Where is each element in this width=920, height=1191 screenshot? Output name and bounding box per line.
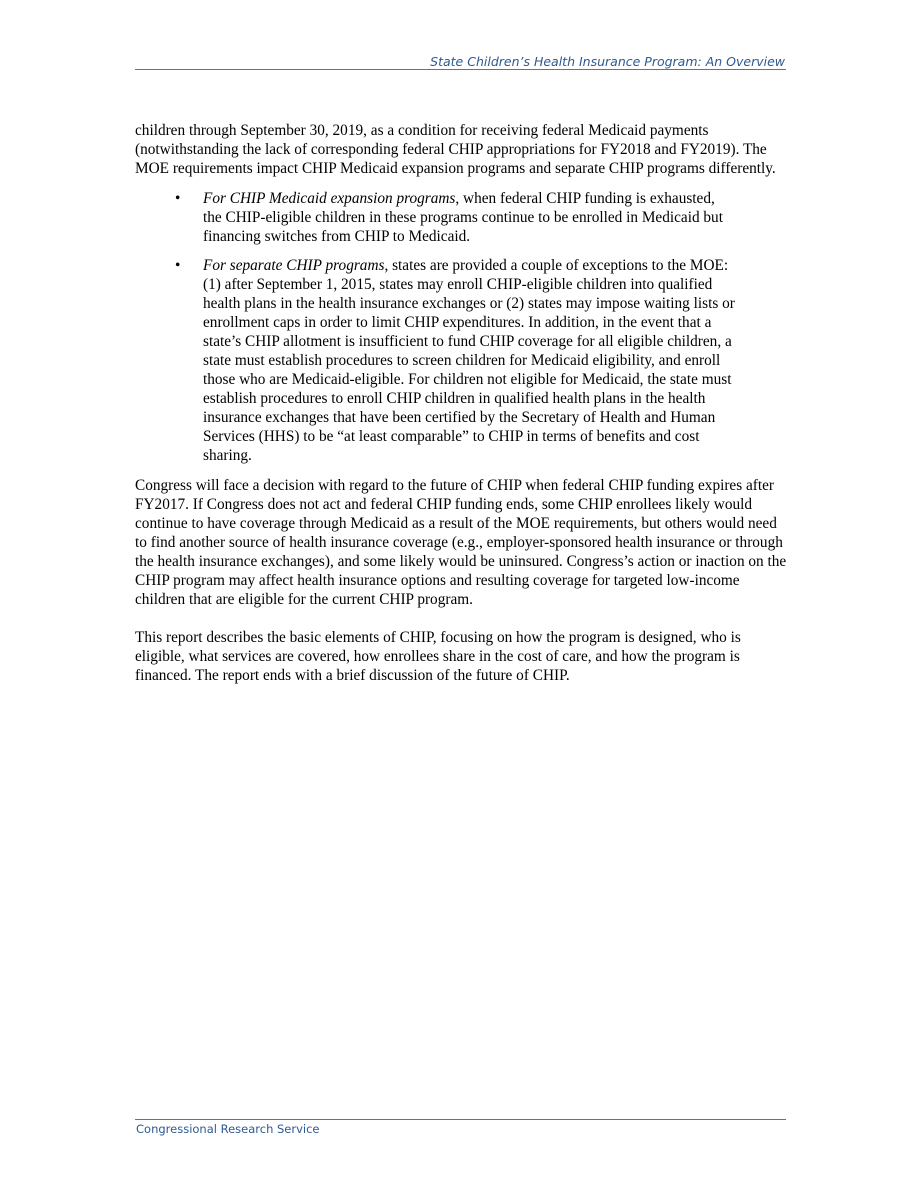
moe-bullet-list <box>135 189 787 465</box>
bullet-text <box>203 189 735 246</box>
bullet-lead: For CHIP Medicaid expansion programs <box>203 190 456 207</box>
page-body <box>135 121 787 696</box>
report-paragraph: This report describes the basic elements of CHIP, focusing on how the program is designed, who is eligible, what services are covered, how enrollees share in the cost of care, and how the program is financed. The report ends with a brief discussion of the future of CHIP. <box>135 629 741 684</box>
bullet-lead: For separate CHIP programs <box>203 257 385 274</box>
list-item <box>135 256 787 465</box>
congress-paragraph: Congress will face a decision with regard to the future of CHIP when federal CHIP funding expires after FY2017. If Congress does not act and federal CHIP funding ends, some CHIP enrollees likely would continue to have coverage through Medicaid as a result of the MOE requirements, but others would need to find another source of health insurance coverage (e.g., employer-sponsored health insurance or through the health insurance exchanges), and some likely would be uninsured. Congress’s action or inaction on the CHIP program may affect health insurance options and resulting coverage for targeted low-income children that are eligible for the current CHIP program. <box>135 477 787 608</box>
bullet-body: , states are provided a couple of exceptions to the MOE: (1) after September 1, 2015, states may enroll CHIP-eligible children into qualified health plans in the health insurance exchanges or (2) states may impose waiting lists or enrollment caps in order to limit CHIP expenditures. In addition, in the event that a state’s CHIP allotment is insufficient to fund CHIP coverage for all eligible children, a state must establish procedures to screen children for Medicaid eligibility, and enroll those who are Medicaid-eligible. For children not eligible for Medicaid, the state must establish procedures to enroll CHIP children in qualified health plans in the health insurance exchanges that have been certified by the Secretary of Health and Human Services (HHS) to be “at least comparable” to CHIP in terms of benefits and cost sharing. <box>203 257 735 464</box>
footer-organization: Congressional Research Service <box>136 1122 320 1136</box>
intro-paragraph: children through September 30, 2019, as a condition for receiving federal Medicaid payments (notwithstanding the lack of corresponding federal CHIP appropriations for FY2018 and FY2019). The MOE requirements impact CHIP Medicaid expansion programs and separate CHIP programs differently. <box>135 122 776 177</box>
running-header-title: State Children’s Health Insurance Program: An Overview <box>430 54 785 69</box>
header-divider <box>135 69 786 70</box>
list-item <box>135 189 787 246</box>
bullet-icon: • <box>175 190 181 207</box>
bullet-icon: • <box>175 257 181 274</box>
footer-divider <box>135 1119 786 1120</box>
bullet-text <box>203 256 735 465</box>
bullet-body: , when federal CHIP funding is exhausted, the CHIP-eligible children in these programs continue to be enrolled in Medicaid but financing switches from CHIP to Medicaid. <box>203 190 723 245</box>
